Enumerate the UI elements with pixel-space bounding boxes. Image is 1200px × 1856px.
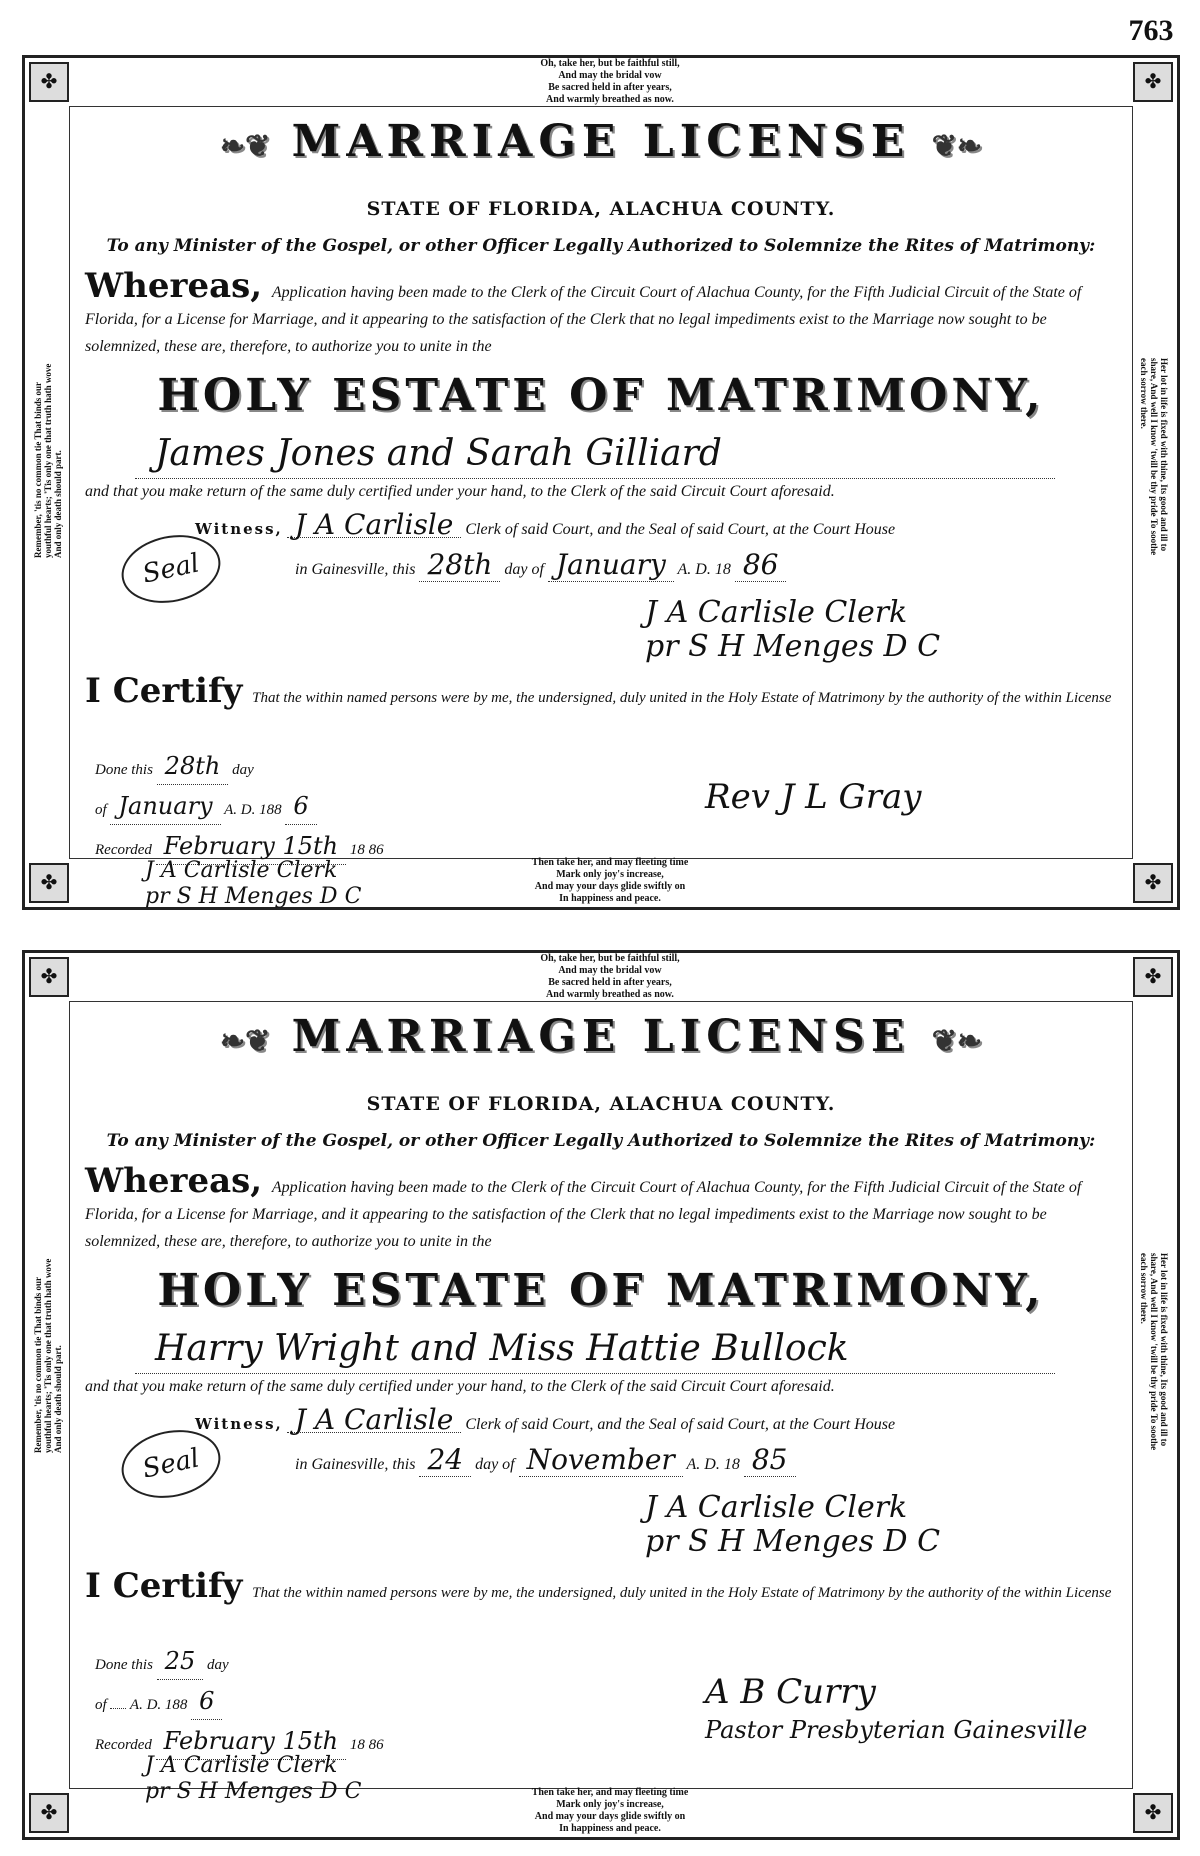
issue-day: 28th [419, 548, 500, 582]
issue-year: 85 [744, 1443, 796, 1477]
done-month: January [110, 788, 220, 825]
done-block: Done this 25 day of A. D. 188 6 Recorded February 15th 18 86 [95, 1643, 515, 1763]
issue-day: 24 [419, 1443, 471, 1477]
corner-ornament-icon: ✤ [29, 957, 69, 997]
holy-estate-heading: HOLY ESTATE OF MATRIMONY, [157, 1265, 1045, 1316]
certify-text: That the within named persons were by me, the undersigned, duly united in the Holy Estate of Matrimony by the authority of the within License [252, 1585, 1112, 1601]
corner-ornament-icon: ✤ [1133, 863, 1173, 903]
whereas-text: Application having been made to the Clerk of the Circuit Court of Alachua County, for the Fifth Judicial Circuit of the State of Florida, for a License for Marriage, and it appearing to the satisfaction of the Clerk that no legal impediments exist to the Marriage now sought to be solemnized, these are, therefore, to authorize you to unite in the [85, 1179, 1082, 1250]
witness-label: Witness, [195, 520, 283, 538]
page-number: 763 [1128, 14, 1174, 47]
corner-ornament-icon: ✤ [1133, 62, 1173, 102]
verse-bottom: Then take her, and may fleeting time Mark only joy's increase, And may your days glide swiftly on In happiness and peace. [531, 1787, 689, 1834]
seal-mark: Seal [115, 526, 227, 611]
corner-ornament-icon: ✤ [1133, 957, 1173, 997]
issue-date-row: in Gainesville, this 28th day of January A. D. 18 86 [295, 548, 1122, 582]
recorded-date: February 15th [156, 1723, 346, 1760]
witness-signature: J A Carlisle [287, 1408, 462, 1433]
license-title: ❧❦ MARRIAGE LICENSE ❦❧ [220, 116, 982, 167]
corner-ornament-icon: ✤ [29, 62, 69, 102]
corner-ornament-icon: ✤ [29, 863, 69, 903]
verse-bottom: Then take her, and may fleeting time Mark only joy's increase, And may your days glide swiftly on In happiness and peace. [531, 857, 689, 904]
holy-estate-heading: HOLY ESTATE OF MATRIMONY, [157, 370, 1045, 421]
done-year: 6 [285, 788, 316, 825]
done-day: 25 [157, 1643, 204, 1680]
issue-year: 86 [735, 548, 787, 582]
flourish-icon: ❧❦ [220, 129, 271, 164]
verse-left: Remember, 'tis no common tie That binds our youthful hearts; 'Tis only one that truth hath wove And only death should part. [33, 363, 63, 558]
certify-lead: I Certify [85, 671, 243, 711]
certify-paragraph [85, 1566, 1122, 1606]
state-heading: STATE OF FLORIDA, ALACHUA COUNTY. [366, 1093, 836, 1115]
clerk-signature: J A Carlisle Clerk pr S H Menges D C [645, 1490, 941, 1559]
whereas-lead: Whereas, [85, 1161, 263, 1201]
verse-top: Oh, take her, but be faithful still, And may the bridal vow Be sacred held in after years, And warmly breathed as now. [540, 953, 680, 1000]
witness-text: Clerk of said Court, and the Seal of said Court, at the Court House [465, 1416, 896, 1433]
certify-text: That the within named persons were by me, the undersigned, duly united in the Holy Estate of Matrimony by the authority of the within License [252, 690, 1112, 706]
return-text: and that you make return of the same duly certified under your hand, to the Clerk of the said Circuit Court aforesaid. [85, 483, 835, 500]
officiant-signature: Rev J L Gray [705, 777, 922, 817]
whereas-paragraph [85, 1161, 1122, 1255]
corner-ornament-icon: ✤ [29, 1793, 69, 1833]
certify-lead: I Certify [85, 1566, 243, 1606]
couple-names: James Jones and Sarah Gilliard [135, 430, 1055, 479]
flourish-icon: ❦❧ [931, 1024, 982, 1059]
done-year: 6 [191, 1683, 222, 1720]
witness-signature: J A Carlisle [287, 513, 462, 538]
certify-paragraph [85, 671, 1122, 711]
verse-left: Remember, 'tis no common tie That binds our youthful hearts; 'Tis only one that truth hath wove And only death should part. [33, 1258, 63, 1453]
witness-row [85, 508, 1122, 542]
issue-month: January [548, 548, 674, 582]
address-line: To any Minister of the Gospel, or other Officer Legally Authorized to Solemnize the Rites of Matrimony: [106, 236, 1096, 256]
whereas-paragraph [85, 266, 1122, 360]
done-month [110, 1708, 126, 1709]
flourish-icon: ❧❦ [220, 1024, 271, 1059]
recorded-date: February 15th [156, 828, 346, 865]
verse-top: Oh, take her, but be faithful still, And may the bridal vow Be sacred held in after years, And warmly breathed as now. [540, 58, 680, 105]
officiant-signature: A B Curry Pastor Presbyterian Gainesville [705, 1672, 1088, 1744]
flourish-icon: ❦❧ [931, 129, 982, 164]
verse-right: Her lot in life is fixed with thine, Its good and ill to share, And well I know 'twill be thy pride To soothe each sorrow there. [1139, 358, 1169, 556]
done-block: Done this 28th day of January A. D. 188 6 Recorded February 15th 18 86 [95, 748, 515, 868]
whereas-lead: Whereas, [85, 266, 263, 306]
state-heading: STATE OF FLORIDA, ALACHUA COUNTY. [366, 198, 836, 220]
corner-ornament-icon: ✤ [1133, 1793, 1173, 1833]
clerk-signature: J A Carlisle Clerk pr S H Menges D C [645, 595, 941, 664]
issue-date-row: in Gainesville, this 24 day of November A. D. 18 85 [295, 1443, 1122, 1477]
couple-names: Harry Wright and Miss Hattie Bullock [135, 1325, 1055, 1374]
recorder-signature: J A Carlisle Clerk pr S H Menges D C [145, 1753, 362, 1804]
return-text: and that you make return of the same duly certified under your hand, to the Clerk of the said Circuit Court aforesaid. [85, 1378, 835, 1395]
license-title: ❧❦ MARRIAGE LICENSE ❦❧ [220, 1011, 982, 1062]
done-day: 28th [157, 748, 229, 785]
marriage-license-1 [22, 55, 1180, 910]
witness-text: Clerk of said Court, and the Seal of said Court, at the Court House [465, 521, 896, 538]
witness-row [85, 1403, 1122, 1437]
witness-label: Witness, [195, 1415, 283, 1433]
address-line: To any Minister of the Gospel, or other Officer Legally Authorized to Solemnize the Rites of Matrimony: [106, 1131, 1096, 1151]
recorder-signature: J A Carlisle Clerk pr S H Menges D C [145, 858, 362, 909]
seal-mark: Seal [115, 1421, 227, 1506]
marriage-license-2 [22, 950, 1180, 1840]
issue-month: November [519, 1443, 683, 1477]
whereas-text: Application having been made to the Clerk of the Circuit Court of Alachua County, for the Fifth Judicial Circuit of the State of Florida, for a License for Marriage, and it appearing to the satisfaction of the Clerk that no legal impediments exist to the Marriage now sought to be solemnized, these are, therefore, to authorize you to unite in the [85, 284, 1082, 355]
verse-right: Her lot in life is fixed with thine, Its good and ill to share, And well I know 'twill be thy pride To soothe each sorrow there. [1139, 1253, 1169, 1451]
